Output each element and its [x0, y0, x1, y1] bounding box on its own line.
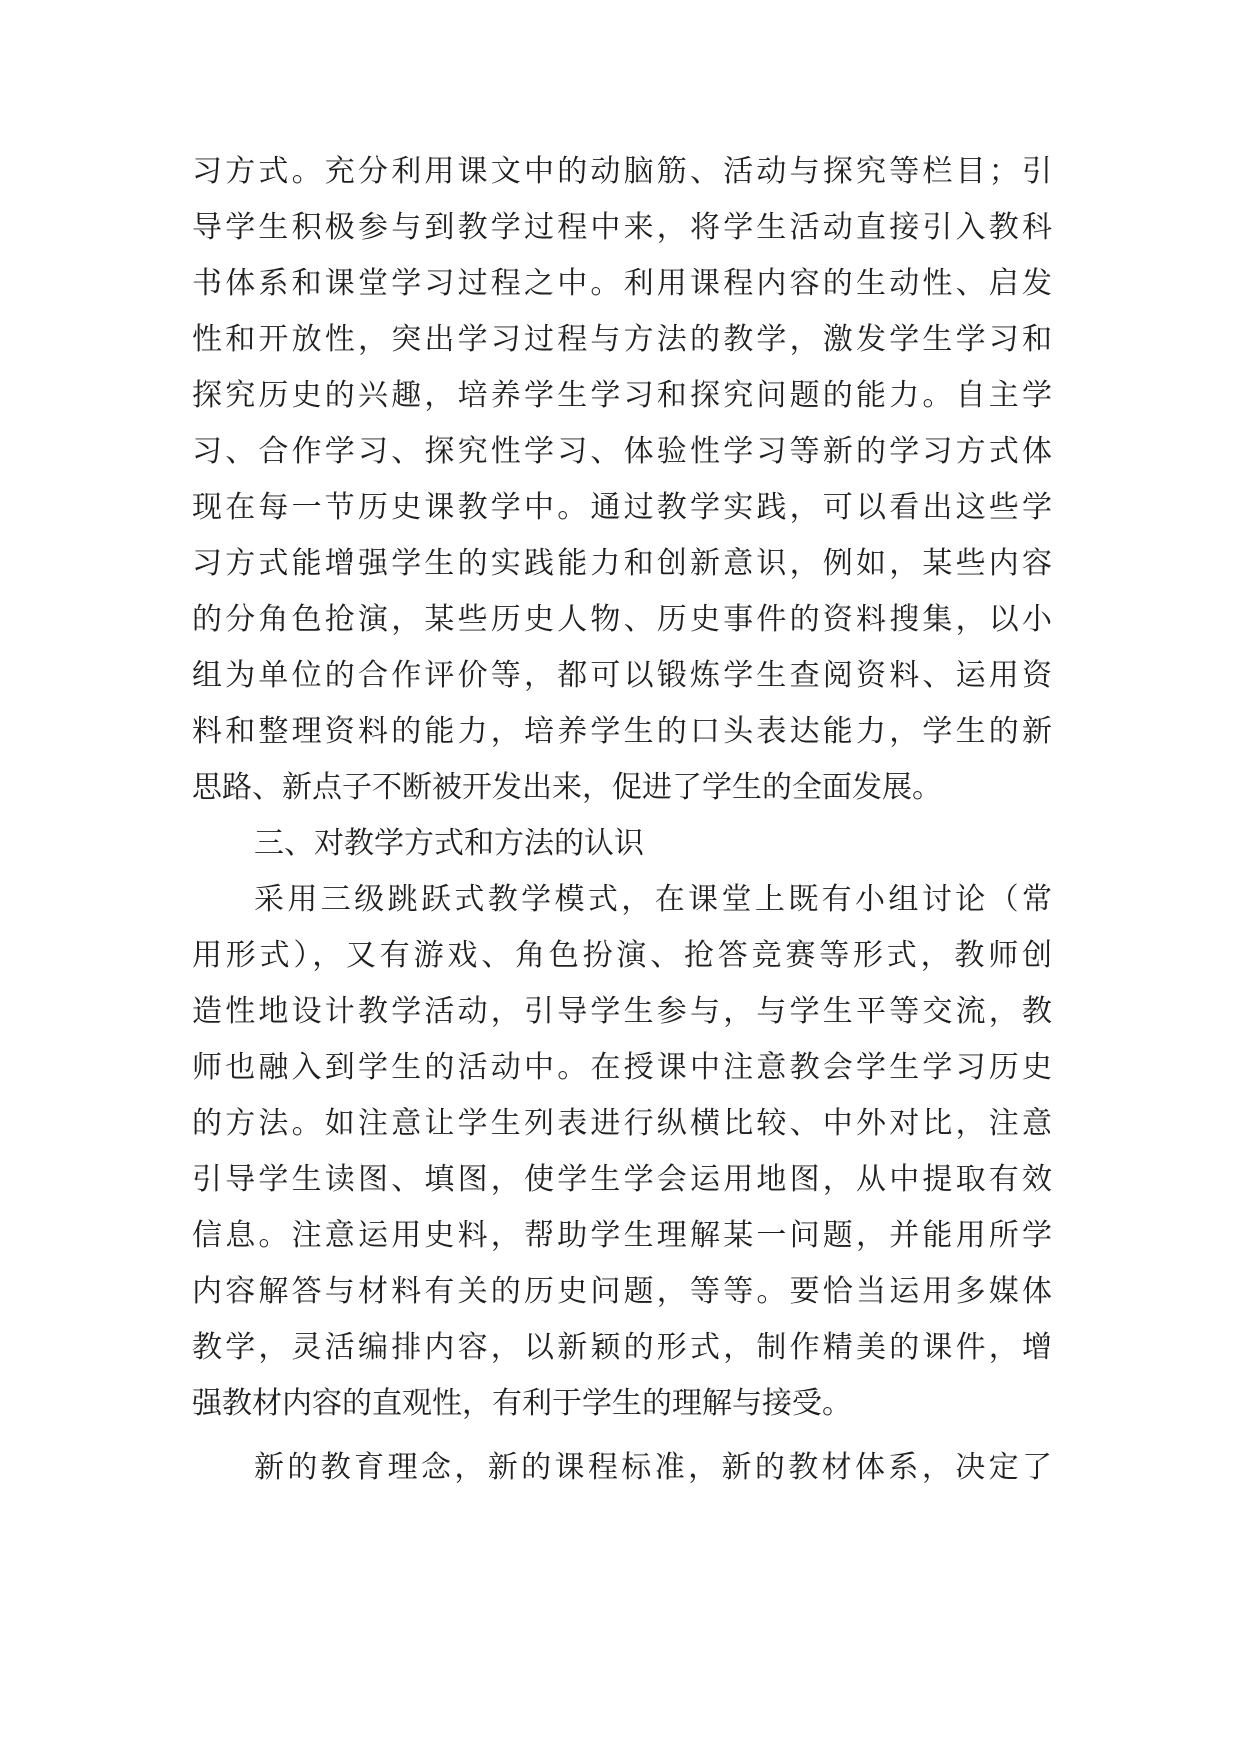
paragraph-line: 用形式），又有游戏、角色扮演、抢答竞赛等形式，教师创 — [192, 938, 1052, 973]
paragraph-line: 探究历史的兴趣，培养学生学习和探究问题的能力。自主学 — [192, 378, 1052, 413]
paragraph-line: 的方法。如注意让学生列表进行纵横比较、中外对比，注意 — [192, 1106, 1052, 1141]
paragraph-line: 性和开放性，突出学习过程与方法的教学，激发学生学习和 — [192, 322, 1052, 357]
paragraph-line: 强教材内容的直观性，有利于学生的理解与接受。 — [192, 1386, 852, 1421]
paragraph-line: 导学生积极参与到教学过程中来，将学生活动直接引入教科 — [192, 210, 1052, 245]
paragraph-line: 料和整理资料的能力，培养学生的口头表达能力，学生的新 — [192, 714, 1052, 749]
paragraph-line: 现在每一节历史课教学中。通过教学实践，可以看出这些学 — [192, 490, 1052, 525]
paragraph-line: 师也融入到学生的活动中。在授课中注意教会学生学习历史 — [192, 1050, 1052, 1085]
paragraph-line: 造性地设计教学活动，引导学生参与，与学生平等交流，教 — [192, 994, 1052, 1029]
paragraph-line: 习方式。充分利用课文中的动脑筋、活动与探究等栏目；引 — [192, 154, 1052, 189]
paragraph-line: 采用三级跳跃式教学模式，在课堂上既有小组讨论（常 — [254, 882, 1052, 917]
section-heading: 三、对教学方式和方法的认识 — [254, 826, 644, 861]
paragraph-line: 信息。注意运用史料，帮助学生理解某一问题，并能用所学 — [192, 1218, 1052, 1253]
paragraph-line: 习、合作学习、探究性学习、体验性学习等新的学习方式体 — [192, 434, 1052, 469]
paragraph-line: 教学，灵活编排内容，以新颖的形式，制作精美的课件，增 — [192, 1330, 1052, 1365]
paragraph-line: 内容解答与材料有关的历史问题，等等。要恰当运用多媒体 — [192, 1274, 1052, 1309]
paragraph-line: 的分角色抢演，某些历史人物、历史事件的资料搜集，以小 — [192, 602, 1052, 637]
paragraph-line: 引导学生读图、填图，使学生学会运用地图，从中提取有效 — [192, 1162, 1052, 1197]
paragraph-line: 习方式能增强学生的实践能力和创新意识，例如，某些内容 — [192, 546, 1052, 581]
paragraph-line: 组为单位的合作评价等，都可以锻炼学生查阅资料、运用资 — [192, 658, 1052, 693]
paragraph-line: 书体系和课堂学习过程之中。利用课程内容的生动性、启发 — [192, 266, 1052, 301]
paragraph-line: 新的教育理念，新的课程标准，新的教材体系，决定了 — [254, 1450, 1052, 1485]
paragraph-line: 思路、新点子不断被开发出来，促进了学生的全面发展。 — [192, 770, 942, 805]
